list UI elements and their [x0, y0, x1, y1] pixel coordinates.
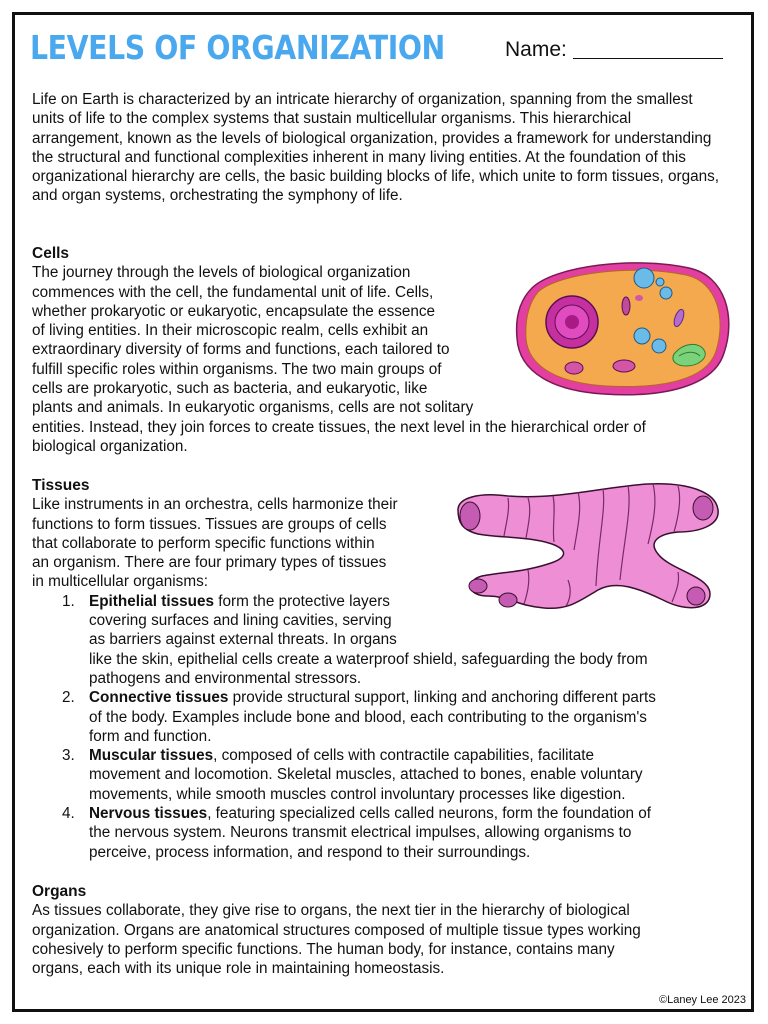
organs-line: organization. Organs are anatomical structures composed of multiple tissue types working [32, 921, 641, 939]
cells-line: whether prokaryotic or eukaryotic, encapsulate the essence [32, 302, 436, 320]
list-line: covering surfaces and lining cavities, serving [89, 612, 392, 630]
list-number: 4. [62, 805, 75, 823]
list-line: pathogens and environmental stressors. [89, 669, 362, 687]
list-line: movements, while smooth muscles control involuntary processes like digestion. [89, 785, 626, 803]
cells-line: entities. Instead, they join forces to create tissues, the next level in the hierarchical order of [32, 418, 646, 436]
list-line: of the body. Examples include bone and blood, each contributing to the organism's [89, 708, 647, 726]
list-line: movement and locomotion. Skeletal muscles, attached to bones, enable voluntary [89, 766, 643, 784]
page-title: LEVELS OF ORGANIZATION [30, 28, 445, 67]
name-blank-line[interactable] [573, 57, 723, 59]
name-label: Name: [505, 38, 567, 61]
list-line: provide structural support, linking and anchoring different parts [228, 689, 656, 707]
cells-line: plants and animals. In eukaryotic organisms, cells are not solitary [32, 399, 474, 417]
list-line: perceive, process information, and respond to their surroundings. [89, 843, 531, 861]
organs-heading: Organs [32, 883, 87, 900]
organs-line: organs, each with its unique role in maintaining homeostasis. [32, 960, 445, 978]
list-number: 2. [62, 689, 75, 707]
tissues-line: an organism. There are four primary types of tissues [32, 554, 387, 572]
list-term: Epithelial tissues [89, 592, 214, 610]
list-number: 1. [62, 592, 75, 610]
cells-line: biological organization. [32, 437, 188, 455]
list-number: 3. [62, 747, 75, 765]
cells-line: commences with the cell, the fundamental unit of life. Cells, [32, 283, 434, 301]
list-item [32, 804, 732, 862]
tissue-types-list [32, 592, 732, 862]
list-term: Nervous tissues [89, 805, 208, 823]
list-line: , composed of cells with contractile capabilities, facilitate [213, 747, 595, 765]
copyright-footer: ©Laney Lee 2023 [658, 994, 746, 1006]
tissues-line: Like instruments in an orchestra, cells harmonize their [32, 496, 398, 514]
tissues-line: that collaborate to perform specific functions within [32, 534, 375, 552]
list-item [32, 746, 732, 804]
muscle-tissue-illustration [448, 480, 723, 620]
organs-section [32, 882, 732, 978]
list-term: Connective tissues [89, 689, 229, 707]
cells-heading: Cells [32, 245, 70, 262]
list-line: as barriers against external threats. In organs [89, 631, 397, 649]
tissues-line: functions to form tissues. Tissues are groups of cells [32, 515, 387, 533]
cells-line: cells are prokaryotic, such as bacteria, and eukaryotic, like [32, 380, 428, 398]
name-field[interactable] [505, 38, 723, 62]
intro-text: Life on Earth is characterized by an intricate hierarchy of organization, spanning from the smallest units of life to the complex systems that sustain multicellular organisms. This hierarchical arrangement, known as the levels of biological organization, provides a framework for understanding the structural and functional complexities inherent in many living entities. At the foundation of this organizational hierarchy are cells, the basic building blocks of life, which unite to form tissues, organs, and organ systems, orchestrating the symphony of life. [32, 91, 720, 205]
list-line: form the protective layers [213, 592, 390, 610]
tissues-line: in multicellular organisms: [32, 573, 208, 591]
list-item [32, 688, 732, 746]
list-line: the nervous system. Neurons transmit electrical impulses, allowing organisms to [89, 824, 632, 842]
cells-line: extraordinary diversity of forms and functions, each tailored to [32, 341, 450, 359]
list-line: form and function. [89, 727, 212, 745]
organs-line: As tissues collaborate, they give rise to organs, the next tier in the hierarchy of biological [32, 902, 630, 920]
intro-paragraph [32, 90, 722, 206]
organs-line: cohesively to perform specific functions. The human body, for instance, contains many [32, 940, 615, 958]
cells-line: fulfill specific roles within organisms. The two main groups of [32, 360, 442, 378]
cells-line: of living entities. In their microscopic realm, cells exhibit an [32, 322, 429, 340]
list-line: , featuring specialized cells called neurons, form the foundation of [207, 805, 652, 823]
list-line: like the skin, epithelial cells create a waterproof shield, safeguarding the body from [89, 650, 648, 668]
cells-line: The journey through the levels of biological organization [32, 264, 411, 282]
tissues-heading: Tissues [32, 477, 90, 494]
eukaryotic-cell-illustration [514, 258, 734, 400]
list-term: Muscular tissues [89, 747, 214, 765]
